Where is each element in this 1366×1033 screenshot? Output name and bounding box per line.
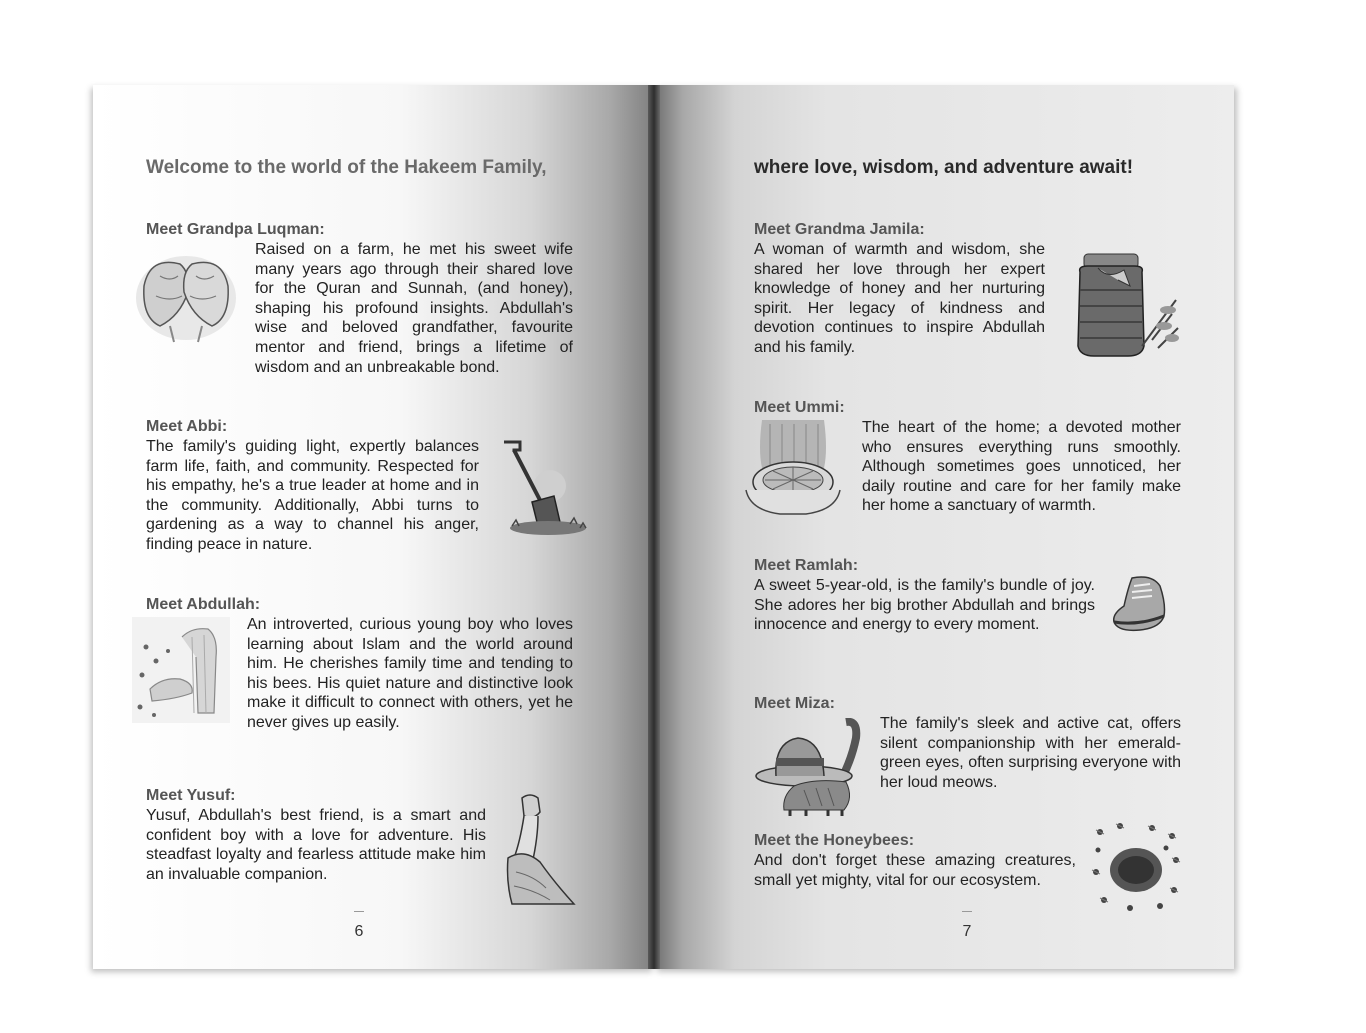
section-title: Meet Grandma Jamila: [754,221,925,238]
section-grandma-jamila [754,220,1045,358]
section-text: The heart of the home; a devoted mother who ensures everything runs smoothly. Although sometimes goes unnoticed, her daily routine and care for her family make her home a sanctuary of warmth. [862,419,1181,515]
section-title: Meet Grandpa Luqman: [146,221,325,238]
page-number-right: 7 [952,923,982,941]
left-headline: Welcome to the world of the Hakeem Family, [146,157,547,178]
section-text: And don't forget these amazing creatures, small yet mighty, vital for our ecosystem. [754,852,1076,889]
section-miza [754,694,1181,792]
bee-swarm-icon [1090,820,1182,912]
section-abbi [146,417,479,555]
section-title: Meet the Honeybees: [754,832,915,849]
section-text: A sweet 5-year-old, is the family's bundle of joy. She adores her big brother Abdullah and brings innocence and energy to every moment. [754,577,1095,634]
shovel-icon [498,438,590,538]
section-text: Yusuf, Abdullah's best friend, is a smart and confident boy with a love for adventure. His steadfast loyalty and fearless attitude make him an invaluable companion. [146,807,486,883]
section-title: Meet Yusuf: [146,787,236,804]
hand-with-bees-icon [132,617,230,723]
section-text: Raised on a farm, he met his sweet wife many years ago through their shared love for the Quran and Sunnah, (and honey), shaping his profound insights. Abdullah's wise and beloved grandfather, favourite mentor and friend, brings a lifetime of wisdom and an unbreakable bond. [255,241,573,376]
section-title: Meet Miza: [754,695,835,712]
section-yusuf [146,786,486,884]
cat-with-hat-icon [754,718,870,816]
section-text: A woman of warmth and wisdom, she shared her love through her expert knowledge of honey and her nurturing spirit. Her legacy of kindness and devotion continues to inspire Abdullah and his family. [754,241,1045,356]
baby-shoe-icon [1110,574,1170,636]
section-title: Meet Abdullah: [146,596,261,613]
section-text: The family's sleek and active cat, offers silent companionship with her emerald-green eyes, often surprising everyone with her loud meows. [880,715,1181,791]
section-title: Meet Ummi: [754,399,845,416]
section-text: The family's guiding light, expertly balances farm life, faith, and community. Respected for his empathy, he's a true leader at home and in the community. Additionally, Abbi turns to gardening as a way to channel his anger, finding peace in nature. [146,438,479,553]
pie-in-hands-icon [740,420,846,522]
right-headline: where love, wisdom, and adventure await! [754,157,1134,178]
section-title: Meet Abbi: [146,418,228,435]
raised-fist-icon [504,792,582,908]
page-number-left: 6 [344,923,374,941]
book-spine [648,85,660,969]
section-grandpa-luqman [146,220,573,377]
clasped-hands-icon [130,246,242,346]
section-title: Meet Ramlah: [754,557,859,574]
section-abdullah [146,595,573,733]
section-text: An introverted, curious young boy who loves learning about Islam and the world around him. He cherishes family time and tending to his bees. His quiet nature and distinctive look make it difficult to connect with others, yet he never gives up easily. [247,616,573,731]
section-honeybees [754,831,1076,890]
section-ramlah [754,556,1095,635]
section-ummi [754,398,1181,516]
honey-jar-icon [1068,250,1180,362]
